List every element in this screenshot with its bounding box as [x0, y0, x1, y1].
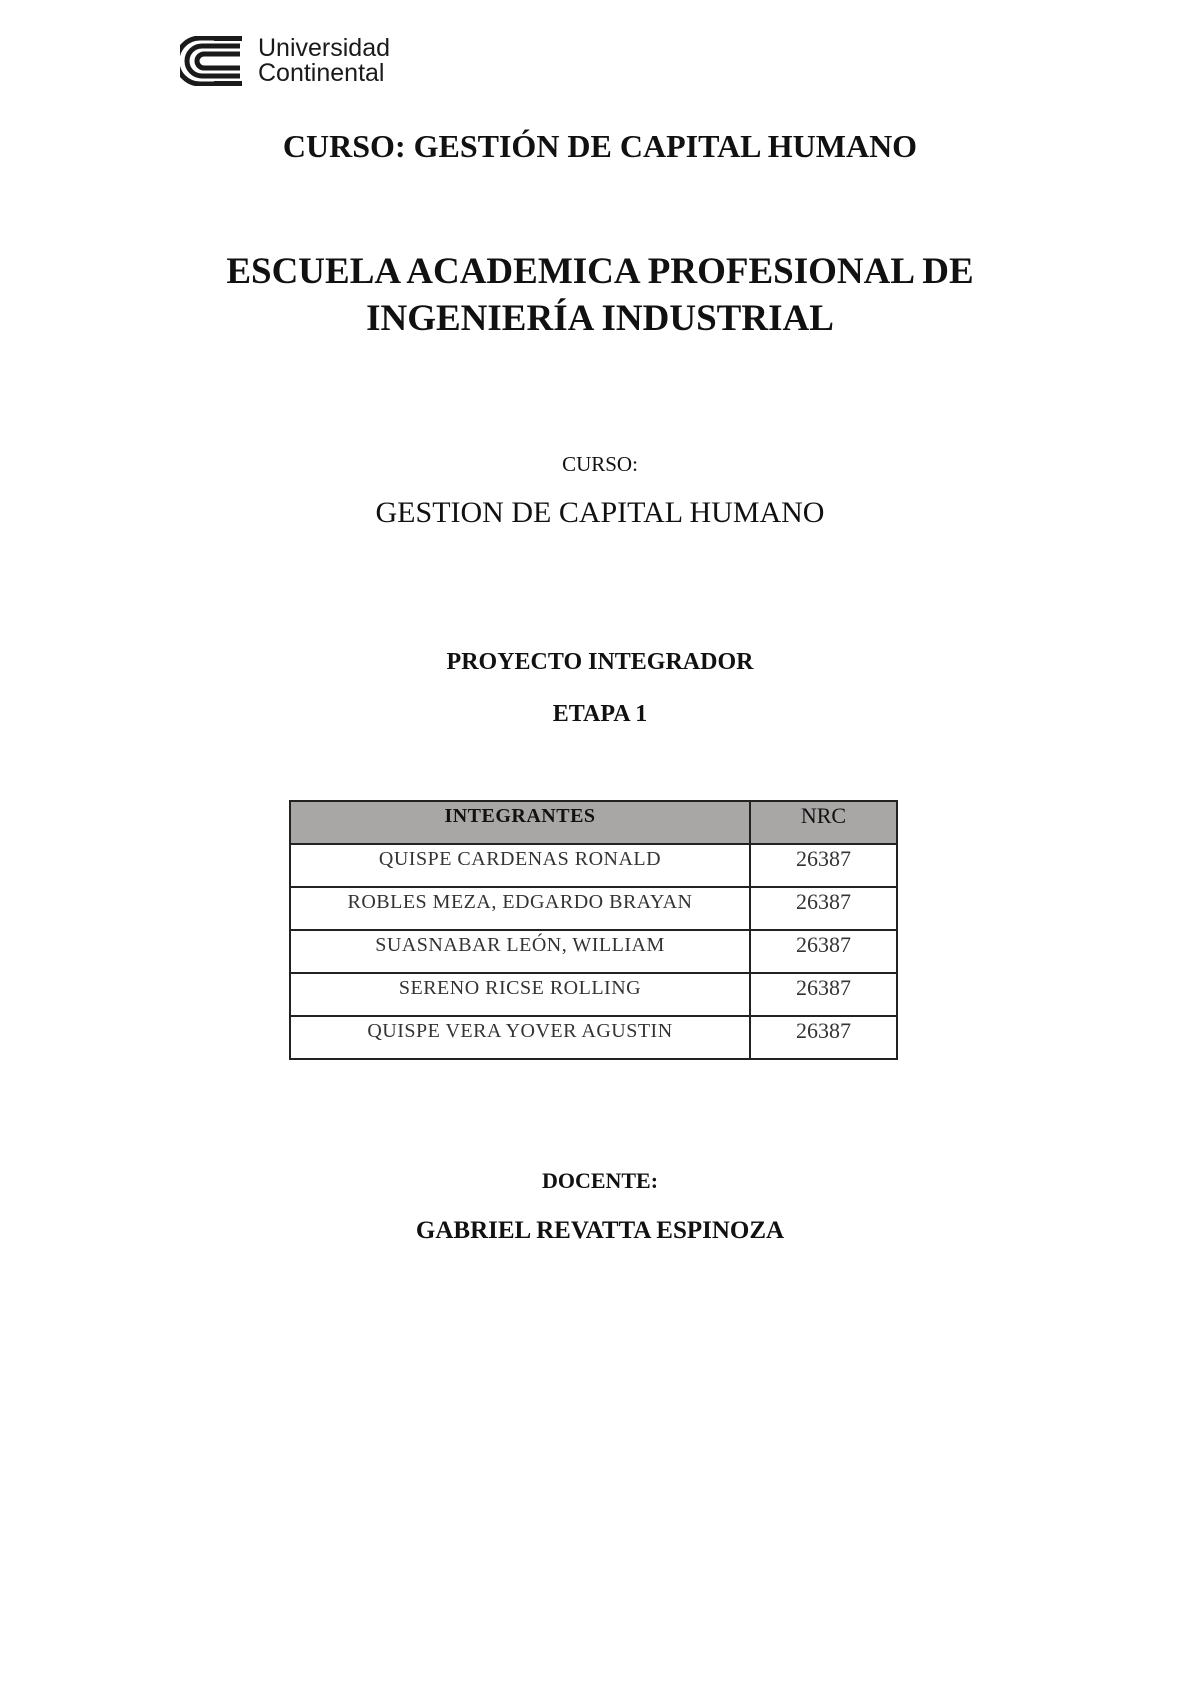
member-name: QUISPE VERA YOVER AGUSTIN	[290, 1016, 750, 1059]
members-table	[289, 800, 898, 1060]
course-name: GESTION DE CAPITAL HUMANO	[375, 496, 825, 529]
table-header-row	[290, 801, 897, 844]
member-name: ROBLES MEZA, EDGARDO BRAYAN	[290, 887, 750, 930]
table-row	[290, 973, 897, 1016]
table-row	[290, 844, 897, 887]
logo-line-2: Continental	[258, 59, 385, 87]
teacher-name: GABRIEL REVATTA ESPINOZA	[415, 1217, 785, 1244]
project-title: PROYECTO INTEGRADOR	[446, 649, 754, 675]
table-row	[290, 1016, 897, 1059]
member-nrc: 26387	[750, 887, 897, 930]
university-logo-icon	[180, 36, 250, 86]
member-nrc: 26387	[750, 844, 897, 887]
member-name: QUISPE CARDENAS RONALD	[290, 844, 750, 887]
header-nrc: NRC	[750, 801, 897, 844]
header-integrantes: INTEGRANTES	[290, 801, 750, 844]
course-label: CURSO:	[562, 452, 638, 476]
teacher-label: DOCENTE:	[541, 1168, 659, 1193]
logo-line-1: Universidad	[258, 34, 391, 62]
course-heading: CURSO: GESTIÓN DE CAPITAL HUMANO	[282, 128, 918, 164]
project-stage: ETAPA 1	[552, 701, 648, 727]
member-nrc: 26387	[750, 930, 897, 973]
logo-wordmark	[258, 36, 390, 86]
member-name: SERENO RICSE ROLLING	[290, 973, 750, 1016]
member-name: SUASNABAR LEÓN, WILLIAM	[290, 930, 750, 973]
university-logo	[180, 34, 390, 88]
table-row	[290, 887, 897, 930]
school-name-line-1: ESCUELA ACADEMICA PROFESIONAL DE	[226, 251, 974, 292]
member-nrc: 26387	[750, 1016, 897, 1059]
school-name	[0, 248, 1200, 342]
member-nrc: 26387	[750, 973, 897, 1016]
school-name-line-2: INGENIERÍA INDUSTRIAL	[366, 298, 834, 339]
table-row	[290, 930, 897, 973]
